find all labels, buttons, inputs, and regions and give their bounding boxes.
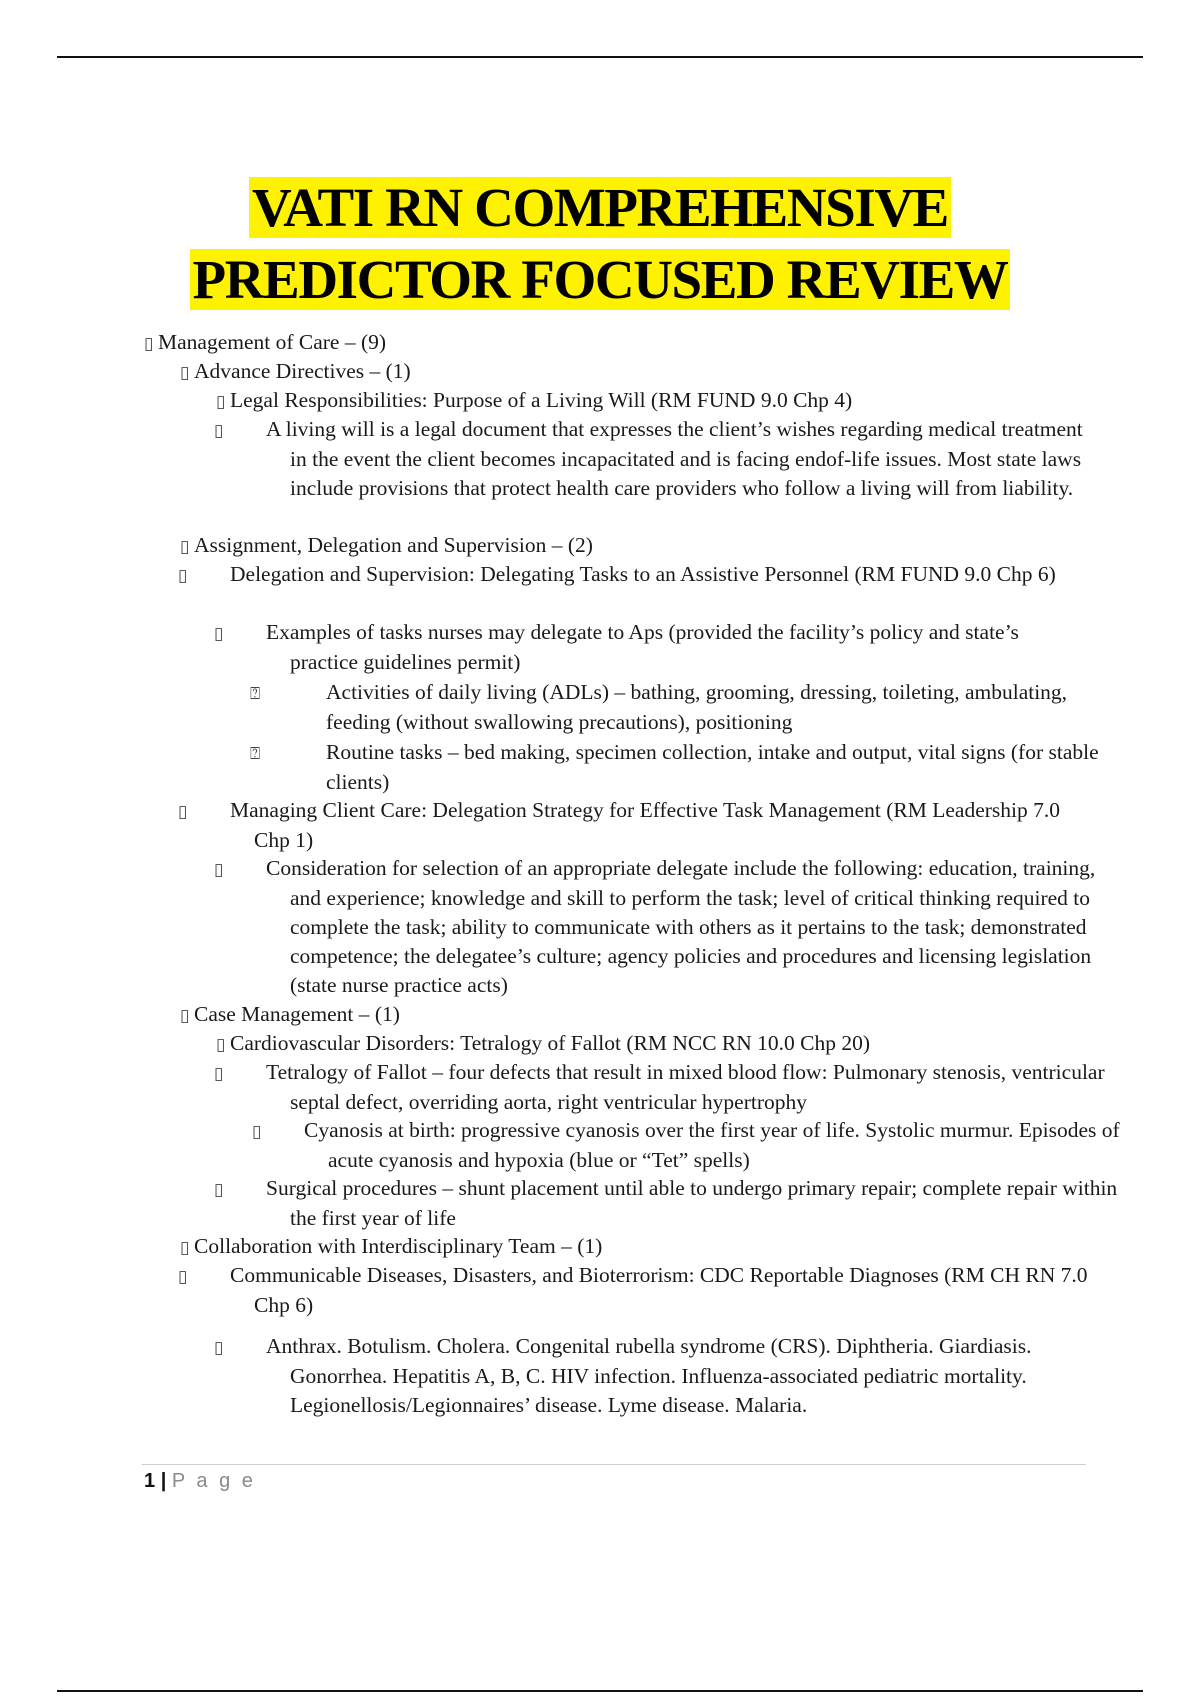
bullet-icon: ▯ xyxy=(252,1122,262,1141)
bullet-icon: ▯ xyxy=(178,566,188,585)
bullet-icon: ▯ xyxy=(178,802,188,821)
page-number: 1 xyxy=(144,1470,156,1492)
outline-item: ⍰ Activities of daily living (ADLs) – bathing, grooming, dressing, toileting, ambulating, feeding (without swallowing precautions), positioning xyxy=(250,680,1068,734)
bottom-rule xyxy=(57,1690,1143,1692)
outline-item: ▯ Assignment, Delegation and Supervision – (2) xyxy=(180,531,1080,561)
outline-item: ▯ Management of Care – (9) xyxy=(144,328,1084,358)
outline-item: ▯ A living will is a legal document that expresses the client’s wishes regarding medical treatment in the event the client becomes incapacitated and is facing endof-life issues. Most state laws include provisions that protect health care providers who follow a living will from liability. xyxy=(214,417,1083,500)
outline-item: ▯ Tetralogy of Fallot – four defects that result in mixed blood flow: Pulmonary stenosis, ventricular septal defect, overriding aorta, right ventricular hypertrophy xyxy=(214,1060,1105,1114)
title-line-2: PREDICTOR FOCUSED REVIEW xyxy=(190,249,1011,310)
outline-item: ▯ Surgical procedures – shunt placement until able to undergo primary repair; complete repair within the first year of life xyxy=(214,1176,1118,1230)
outline-item: ▯ Consideration for selection of an appropriate delegate include the following: education, training, and experience; knowledge and skill to perform the task; level of critical thinking required to complete the task; ability to communicate with others as it pertains to the task; demonstrated competence; the delegatee’s culture; agency policies and procedures and licensing legislation (state nurse practice acts) xyxy=(214,856,1096,997)
outline-item: ▯ Case Management – (1) xyxy=(180,1000,1080,1030)
outline-item: ▯ Collaboration with Interdisciplinary Team – (1) xyxy=(180,1232,1080,1262)
bullet-icon: ▯ xyxy=(216,392,226,411)
bullet-icon: ▯ xyxy=(214,1338,224,1357)
outline-item: ▯ Managing Client Care: Delegation Strategy for Effective Task Management (RM Leadership 7.0 Chp 1) xyxy=(178,798,1060,852)
bullet-icon: ▯ xyxy=(214,1064,224,1083)
bullet-icon: ▯ xyxy=(180,537,190,556)
outline-item: ▯ Advance Directives – (1) xyxy=(180,357,1080,387)
document-title xyxy=(0,172,1200,316)
footer-divider xyxy=(142,1464,1086,1465)
outline-item: ▯ Legal Responsibilities: Purpose of a Living Will (RM FUND 9.0 Chp 4) xyxy=(216,386,1096,416)
title-line-1: VATI RN COMPREHENSIVE xyxy=(249,177,951,238)
sub-bullet-icon: ⍰ xyxy=(250,744,261,763)
bullet-icon: ▯ xyxy=(214,1180,224,1199)
sub-bullet-icon: ⍰ xyxy=(250,684,261,703)
bullet-icon: ▯ xyxy=(214,860,224,879)
outline-item: ▯ Examples of tasks nurses may delegate to Aps (provided the facility’s policy and state’s practice guidelines permit) xyxy=(214,620,1019,674)
bullet-icon: ▯ xyxy=(180,1006,190,1025)
outline-item: ▯ Cardiovascular Disorders: Tetralogy of Fallot (RM NCC RN 10.0 Chp 20) xyxy=(216,1029,1096,1059)
page-label: P a g e xyxy=(171,1470,256,1492)
outline-item: ▯ Cyanosis at birth: progressive cyanosis over the first year of life. Systolic murmur. Episodes of acute cyanosis and hypoxia (blue or “Tet” spells) xyxy=(252,1118,1120,1172)
bullet-icon: ▯ xyxy=(214,624,224,643)
footer-separator: | xyxy=(160,1470,167,1492)
bullet-icon: ▯ xyxy=(180,363,190,382)
bullet-icon: ▯ xyxy=(214,421,224,440)
bullet-icon: ▯ xyxy=(216,1035,226,1054)
page-footer xyxy=(144,1470,256,1493)
outline-item: ▯ Anthrax. Botulism. Cholera. Congenital rubella syndrome (CRS). Diphtheria. Giardiasis. Gonorrhea. Hepatitis A, B, C. HIV infection. Influenza-associated pediatric mortality. Legionellosis/Legionnaires’ disease. Lyme disease. Malaria. xyxy=(214,1334,1032,1417)
bullet-icon: ▯ xyxy=(180,1238,190,1257)
outline-item: ▯ Delegation and Supervision: Delegating Tasks to an Assistive Personnel (RM FUND 9.0 Chp 6) xyxy=(216,560,1094,590)
bullet-icon: ▯ xyxy=(144,334,154,353)
outline-item: ⍰ Routine tasks – bed making, specimen collection, intake and output, vital signs (for stable clients) xyxy=(250,740,1099,794)
bullet-icon: ▯ xyxy=(178,1267,188,1286)
outline-item: ▯ Communicable Diseases, Disasters, and Bioterrorism: CDC Reportable Diagnoses (RM CH RN 7.0 Chp 6) xyxy=(178,1263,1088,1317)
top-rule xyxy=(57,56,1143,58)
